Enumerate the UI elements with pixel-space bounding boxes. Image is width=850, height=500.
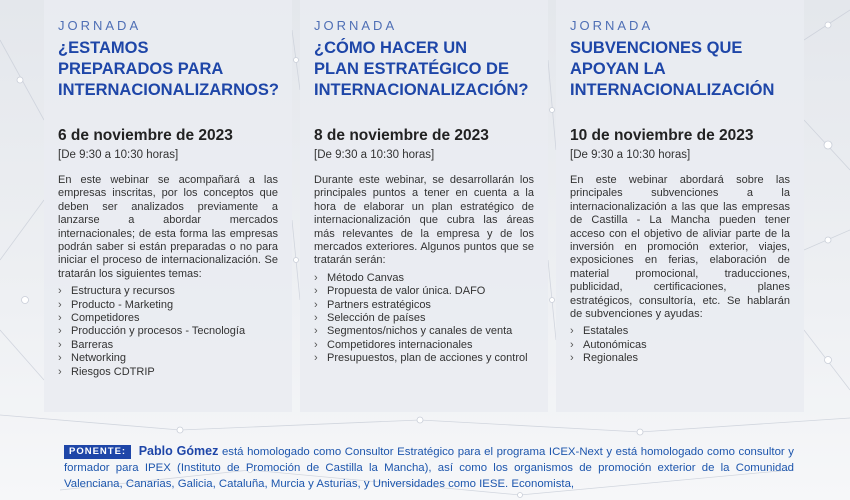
event-title-line: ¿CÓMO HACER UN [314, 39, 468, 57]
speaker-name: Pablo Gómez [138, 444, 219, 458]
topic-label: Barreras [71, 338, 114, 351]
chevron-right-icon: › [58, 365, 62, 378]
event-title-line: ¿ESTAMOS [58, 39, 149, 57]
event-title-line: INTERNACIONALIZARNOS? [58, 81, 279, 99]
event-kicker: JORNADA [314, 18, 398, 33]
chevron-right-icon: › [58, 325, 62, 338]
chevron-right-icon: › [58, 338, 62, 351]
chevron-right-icon: › [58, 285, 62, 298]
topic-item [570, 325, 790, 338]
topic-label: Producto - Marketing [71, 298, 174, 311]
topic-item [58, 299, 278, 312]
chevron-right-icon: › [58, 352, 62, 365]
event-date: 6 de noviembre de 2023 [58, 127, 233, 144]
topic-item [58, 339, 278, 352]
chevron-right-icon: › [314, 285, 318, 298]
event-hours: [De 9:30 a 10:30 horas] [570, 149, 691, 161]
topic-label: Competidores [71, 312, 140, 325]
chevron-right-icon: › [314, 352, 318, 365]
topic-list [314, 272, 534, 366]
speaker-tag: PONENTE: [64, 445, 131, 459]
event-title-line: INTERNACIONALIZACIÓN? [314, 81, 529, 99]
topic-label: Estructura y recursos [71, 285, 175, 298]
event-column-2 [300, 0, 548, 412]
topic-item [58, 366, 278, 379]
topic-label: Propuesta de valor única. DAFO [327, 285, 486, 298]
chevron-right-icon: › [570, 338, 574, 351]
topic-item [58, 352, 278, 365]
event-column-3 [556, 0, 804, 412]
event-title [570, 38, 790, 104]
topic-item [58, 285, 278, 298]
event-date: 10 de noviembre de 2023 [570, 127, 754, 144]
topic-item [570, 352, 790, 365]
topic-item [314, 299, 534, 312]
speaker-bio [64, 443, 794, 492]
topic-item [58, 312, 278, 325]
speaker-text: está homologado como Consultor Estratégico para el programa ICEX-Next y está homologado como consultor y formador para IPEX (Instituto de Promoción de Castilla la Mancha), así como los organismos de promoción exterior de la Comunidad Valenciana, Canarias, Galicia, Cataluña, Murcia y Asturias, y Universidades como IESE. Economista, [64, 446, 795, 490]
topic-label: Estatales [583, 325, 629, 338]
topic-label: Riesgos CDTRIP [71, 365, 155, 378]
chevron-right-icon: › [314, 338, 318, 351]
topic-label: Presupuestos, plan de acciones y control [327, 352, 528, 365]
event-kicker: JORNADA [58, 18, 142, 33]
event-date: 8 de noviembre de 2023 [314, 127, 489, 144]
topic-label: Método Canvas [327, 271, 405, 284]
chevron-right-icon: › [314, 325, 318, 338]
chevron-right-icon: › [570, 325, 574, 338]
topic-item [314, 285, 534, 298]
topic-label: Competidores internacionales [327, 338, 473, 351]
chevron-right-icon: › [314, 298, 318, 311]
event-title-line: SUBVENCIONES QUE [570, 39, 743, 57]
topic-label: Partners estratégicos [327, 298, 431, 311]
event-description: En este webinar se acompañará a las empresas inscritas, por los conceptos que deben ser analizados previamente a lanzarse a abordar mercados internacionales; de esta forma las empresas podrán saber si están preparadas o no para iniciar el proceso de internacionalización. Se tratarán los siguientes temas: [58, 174, 278, 280]
event-hours: [De 9:30 a 10:30 horas] [58, 149, 179, 161]
topic-item [314, 325, 534, 338]
topic-item [314, 272, 534, 285]
chevron-right-icon: › [314, 312, 318, 325]
topic-list [58, 285, 278, 379]
chevron-right-icon: › [58, 298, 62, 311]
topic-item [314, 352, 534, 365]
chevron-right-icon: › [314, 271, 318, 284]
event-description: Durante este webinar, se desarrollarán los principales puntos a tener en cuenta a la hora de elaborar un plan estratégico de internacionalización que cubra las áreas más relevantes de la empresa y de los mercados exteriores. Algunos puntos que se tratarán serán: [314, 174, 534, 267]
topic-item [570, 339, 790, 352]
event-title-line: PREPARADOS PARA [58, 60, 224, 78]
chevron-right-icon: › [570, 352, 574, 365]
event-hours: [De 9:30 a 10:30 horas] [314, 149, 435, 161]
event-kicker: JORNADA [570, 18, 654, 33]
event-description: En este webinar abordará sobre las principales subvenciones a la internacionalización a las que las empresas de Castilla - La Mancha pueden tener acceso con el objetivo de aliviar parte de la inversión en promoción exterior, viajes, exposiciones en ferias, elaboración de material promocional, traducciones, publicidad, certificaciones, planes estratégicos, consultoría, etc. Se hablarán de subvenciones y ayudas: [570, 174, 790, 321]
event-title-line: INTERNACIONALIZACIÓN [570, 81, 775, 99]
event-title-line: APOYAN LA [570, 60, 666, 78]
topic-label: Segmentos/nichos y canales de venta [327, 325, 513, 338]
topic-item [314, 312, 534, 325]
chevron-right-icon: › [58, 312, 62, 325]
topic-label: Regionales [583, 352, 639, 365]
event-title [314, 38, 534, 104]
topic-list [570, 325, 790, 365]
event-title [58, 38, 278, 104]
event-column-1 [44, 0, 292, 412]
topic-item [314, 339, 534, 352]
topic-label: Selección de países [327, 312, 426, 325]
topic-label: Producción y procesos - Tecnología [71, 325, 246, 338]
topic-label: Networking [71, 352, 127, 365]
event-title-line: PLAN ESTRATÉGICO DE [314, 60, 509, 78]
topic-label: Autonómicas [583, 338, 647, 351]
topic-item [58, 325, 278, 338]
